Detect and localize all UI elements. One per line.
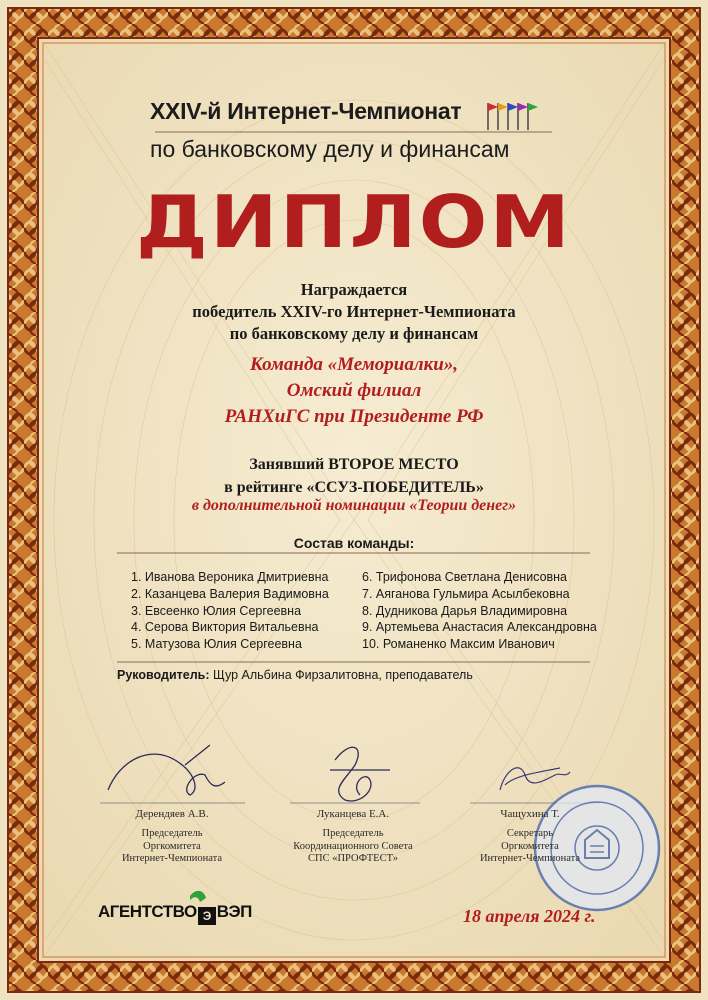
team-line-2: Омский филиал (286, 380, 422, 401)
signature-block-1 (82, 808, 262, 866)
agency-name-left: АГЕНТСТВО (98, 902, 197, 921)
team-line-3: РАНХиГС при Президенте РФ (224, 406, 484, 427)
member-item: 7. Аяганова Гульмира Асылбековна (362, 586, 570, 601)
member-item: 1. Иванова Вероника Дмитриевна (131, 570, 329, 584)
signature-role (440, 828, 620, 866)
role-line: Интернет-Чемпионата (479, 853, 581, 864)
role-line: Председатель (322, 828, 384, 839)
member-item: 2. Казанцева Валерия Вадимовна (131, 586, 329, 601)
member-item: 5. Матузова Юлия Сергеевна (131, 637, 302, 652)
role-line: Оргкомитета (501, 840, 559, 852)
diploma-title: ДИПЛОМ (135, 180, 572, 264)
composition-title: Состав команды: (293, 535, 415, 551)
signature-name: Луканцева Е.А. (316, 808, 390, 820)
role-line: СПС «ПРОФТЕСТ» (308, 853, 398, 864)
role-line: Секретарь (506, 828, 554, 839)
agency-logo (98, 902, 252, 925)
placement-line-2: в рейтинге «ССУЗ-ПОБЕДИТЕЛЬ» (224, 479, 484, 496)
award-line-3: по банковскому делу и финансам (229, 324, 479, 343)
role-line: Координационного Совета (293, 840, 413, 852)
signature-name: Чащухина Т. (500, 808, 560, 820)
team-name (0, 352, 708, 430)
member-item: 4. Серова Виктория Витальевна (131, 620, 319, 635)
award-line-1: Награждается (300, 280, 408, 299)
leader-value: Щур Альбина Фирзалитовна, преподаватель (212, 668, 473, 682)
member-item: 6. Трифонова Светлана Денисовна (362, 570, 568, 584)
member-item: 9. Артемьева Анастасия Александровна (362, 620, 597, 635)
member-item: 3. Евсеенко Юлия Сергеевна (131, 603, 302, 618)
agency-mark-icon: Э (198, 907, 216, 925)
placement-line-1: Занявший ВТОРОЕ МЕСТО (249, 456, 459, 473)
signature-role (263, 828, 443, 866)
signature-block-2 (263, 808, 443, 866)
member-item: 10. Романенко Максим Иванович (362, 637, 555, 652)
members-right (362, 569, 597, 653)
members-left (131, 569, 329, 653)
member-item: 8. Дудникова Дарья Владимировна (362, 603, 568, 618)
signature-block-3 (440, 808, 620, 866)
placement-text (0, 453, 708, 499)
championship-title: XXIV-й Интернет-Чемпионат (150, 98, 462, 124)
award-text (0, 279, 708, 345)
signature-role (82, 828, 262, 866)
role-line: Оргкомитета (143, 840, 201, 852)
leader-label: Руководитель: (117, 668, 210, 682)
issue-date: 18 апреля 2024 г. (463, 906, 596, 926)
team-line-1: Команда «Мемориалки», (249, 354, 459, 375)
nomination-text: в дополнительной номинации «Теории денег» (191, 497, 517, 514)
signature-name: Дерендяев А.В. (135, 808, 209, 820)
team-leader (117, 668, 473, 682)
championship-subtitle: по банковскому делу и финансам (150, 136, 510, 162)
agency-name-right: ВЭП (216, 902, 252, 921)
role-line: Интернет-Чемпионата (121, 853, 223, 864)
award-line-2: победитель XXIV-го Интернет-Чемпионата (192, 302, 516, 321)
role-line: Председатель (141, 828, 203, 839)
